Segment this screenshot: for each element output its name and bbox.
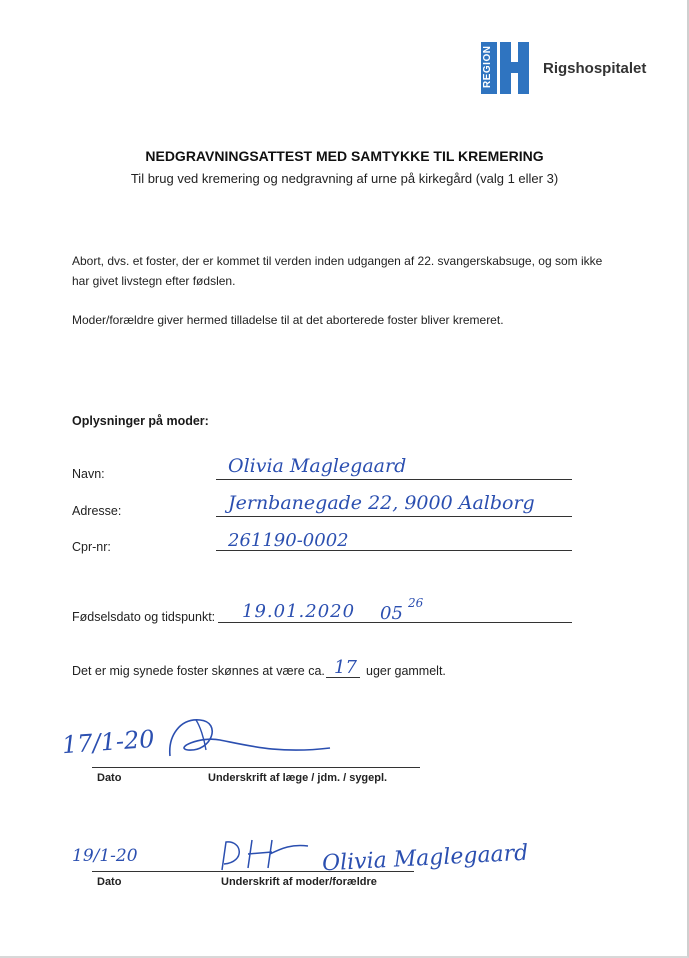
cpr-line: [216, 550, 572, 551]
parent-signature-value: Olivia Maglegaard: [321, 840, 529, 877]
doctor-signature-line: [92, 767, 420, 768]
address-value: Jernbanegade 22, 9000 Aalborg: [228, 492, 535, 514]
parent-initials-icon: [212, 834, 312, 874]
doctor-date-value: 17/1-20: [61, 724, 156, 760]
logo-hospital-name: Rigshospitalet: [543, 60, 647, 77]
birth-time-minutes: 26: [408, 596, 424, 610]
birth-date-value: 19.01.2020: [242, 601, 356, 622]
definition-line-1: Abort, dvs. et foster, der er kommet til verden inden udgangen af 22. svangerskabsuge, og som ikke: [72, 254, 603, 268]
document-subtitle: Til brug ved kremering og nedgravning af urne på kirkegård (valg 1 eller 3): [130, 171, 559, 186]
name-label: Navn:: [72, 467, 105, 481]
cpr-value: 261190-0002: [228, 530, 349, 551]
name-value: Olivia Maglegaard: [228, 455, 407, 477]
hospital-logo: [481, 42, 661, 96]
birth-label: Fødselsdato og tidspunkt:: [72, 610, 216, 624]
address-label: Adresse:: [72, 504, 122, 518]
doctor-date-label: Dato: [97, 772, 122, 784]
parent-signature-line: [92, 871, 414, 872]
parent-signature-label: Underskrift af moder/forældre: [221, 876, 377, 888]
document-title: NEDGRAVNINGSATTEST MED SAMTYKKE TIL KREMERING: [145, 148, 544, 164]
estimate-line: [326, 677, 360, 678]
name-line: [216, 479, 572, 480]
doctor-signature-icon: [160, 706, 380, 766]
birth-time-value: 05: [380, 603, 403, 624]
estimate-weeks-value: 17: [334, 657, 357, 678]
birth-line: [218, 622, 572, 623]
cpr-label: Cpr-nr:: [72, 540, 111, 554]
address-line: [216, 516, 572, 517]
logo-region-text: REGION: [482, 45, 493, 88]
doctor-signature-label: Underskrift af læge / jdm. / sygepl.: [208, 772, 388, 784]
estimate-suffix: uger gammelt.: [366, 664, 446, 678]
parent-date-value: 19/1-20: [72, 846, 138, 866]
mother-section-title: Oplysninger på moder:: [72, 414, 209, 428]
consent-text: Moder/forældre giver hermed tilladelse til at det aborterede foster bliver kremeret.: [72, 313, 504, 327]
parent-date-label: Dato: [97, 876, 122, 888]
estimate-prefix: Det er mig synede foster skønnes at være ca.: [72, 664, 325, 678]
definition-line-2: har givet livstegn efter fødslen.: [72, 274, 236, 288]
